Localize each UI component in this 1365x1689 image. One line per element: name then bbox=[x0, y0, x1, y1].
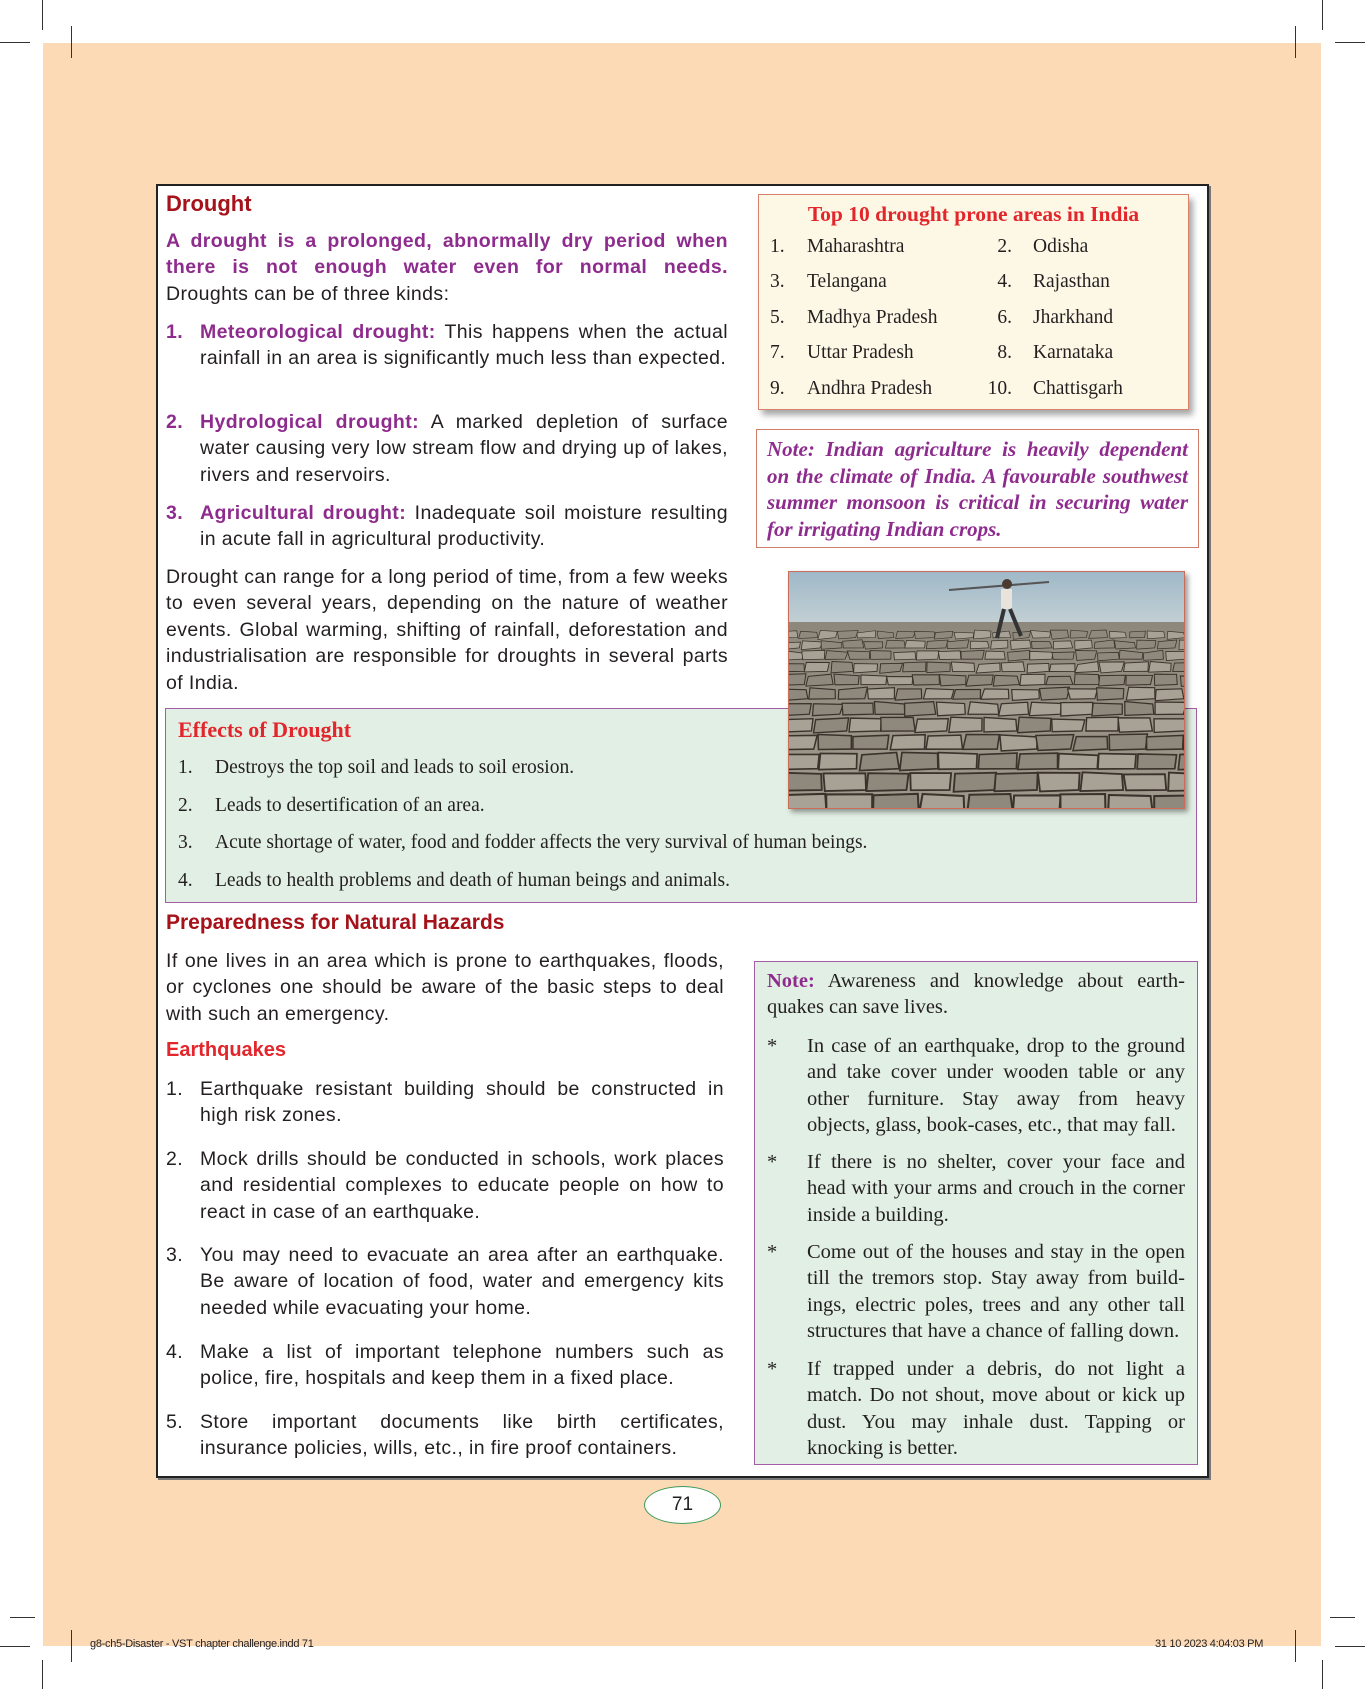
soil-crack bbox=[934, 631, 952, 639]
bullet-asterisk: * bbox=[767, 1241, 778, 1263]
soil-crack bbox=[978, 753, 1017, 769]
item-term: Hydrological drought: bbox=[200, 411, 419, 433]
soil-crack bbox=[953, 689, 981, 699]
area-number: 7. bbox=[770, 342, 785, 364]
soil-crack bbox=[1089, 630, 1108, 638]
area-number: 4. bbox=[997, 271, 1012, 293]
item-number: 2. bbox=[178, 794, 193, 816]
soil-crack bbox=[968, 702, 999, 714]
item-number: 3. bbox=[178, 832, 193, 854]
table-row bbox=[759, 265, 1188, 301]
item-number: 1. bbox=[166, 1078, 184, 1100]
soil-crack bbox=[1137, 754, 1176, 769]
soil-crack bbox=[831, 661, 853, 672]
preparedness-heading: Preparedness for Natural Hazards bbox=[166, 911, 505, 934]
soil-crack bbox=[1000, 735, 1038, 751]
note-bullet-item bbox=[767, 1356, 1185, 1462]
soil-crack bbox=[880, 663, 903, 673]
item-text: Acute shortage of water, food and fodder affects the very survival of human beings. bbox=[215, 832, 868, 854]
soil-crack bbox=[1092, 703, 1122, 716]
bullet-text: If trapped under a debris, do not light a match. Do not shout, move about or kick up dust. You may inhale dust. Tapping or knocking is better. bbox=[807, 1358, 1185, 1460]
item-number: 4. bbox=[178, 870, 193, 892]
soil-crack bbox=[819, 753, 857, 769]
soil-crack bbox=[1010, 640, 1031, 649]
soil-crack bbox=[1061, 702, 1093, 716]
item-text: Store important documents like birth certificates, insurance policies, wills, etc., in fire proof containers. bbox=[200, 1411, 724, 1460]
list-item bbox=[166, 1409, 724, 1462]
soil-crack bbox=[873, 794, 919, 809]
soil-crack bbox=[789, 719, 813, 732]
soil-crack bbox=[939, 675, 966, 686]
bullet-asterisk: * bbox=[767, 1151, 778, 1173]
soil-crack bbox=[961, 650, 984, 659]
crop-mark bbox=[42, 1660, 43, 1689]
soil-crack bbox=[938, 753, 977, 770]
soil-crack bbox=[1137, 640, 1156, 649]
list-item bbox=[166, 1076, 724, 1129]
soil-crack bbox=[1008, 650, 1030, 661]
list-item bbox=[166, 1146, 724, 1225]
soil-crack bbox=[1058, 754, 1098, 769]
soil-crack bbox=[894, 652, 916, 660]
page-number: 71 bbox=[644, 1486, 721, 1524]
soil-crack bbox=[885, 640, 905, 648]
bullet-asterisk: * bbox=[767, 1035, 778, 1057]
soil-crack bbox=[1110, 631, 1127, 638]
table-title: Top 10 drought prone areas in India bbox=[807, 202, 1140, 226]
soil-crack bbox=[802, 650, 825, 659]
soil-crack bbox=[849, 718, 881, 732]
item-number: 2. bbox=[166, 411, 184, 433]
crop-mark bbox=[1335, 1646, 1365, 1647]
preparedness-intro: If one lives in an area which is prone to earthquakes, floods, or cyclones one should be aware of the basic steps to deal with such an emergency. bbox=[166, 950, 724, 1025]
soil-crack bbox=[1098, 652, 1120, 661]
soil-crack bbox=[963, 735, 999, 750]
soil-crack bbox=[809, 688, 835, 699]
effect-item bbox=[178, 830, 1178, 868]
soil-crack bbox=[1108, 795, 1153, 809]
soil-crack bbox=[789, 689, 808, 700]
area-number: 5. bbox=[770, 306, 785, 328]
soil-crack bbox=[1099, 662, 1124, 673]
soil-crack bbox=[1030, 651, 1053, 660]
soil-crack bbox=[1154, 719, 1185, 733]
soil-crack bbox=[1052, 652, 1074, 659]
soil-crack bbox=[1167, 631, 1185, 639]
drought-intro bbox=[166, 228, 728, 307]
soil-crack bbox=[1086, 717, 1119, 731]
soil-crack bbox=[789, 631, 798, 638]
area-name: Rajasthan bbox=[1033, 271, 1110, 293]
bullet-text: Come out of the houses and stay in the open till the tremors stop. Stay away from build-ings, electric poles, trees and any other tall structures that have a chance of falling down. bbox=[807, 1241, 1185, 1343]
soil-crack bbox=[1030, 630, 1050, 638]
note-label: Note: bbox=[767, 970, 815, 992]
soil-crack bbox=[981, 689, 1009, 699]
soil-crack bbox=[912, 675, 939, 685]
area-name: Jharkhand bbox=[1033, 306, 1114, 328]
list-item bbox=[166, 1242, 724, 1321]
soil-crack bbox=[1173, 663, 1185, 672]
drought-kinds-intro: Droughts can be of three kinds: bbox=[166, 282, 450, 305]
crop-mark bbox=[71, 1630, 72, 1662]
soil-crack bbox=[861, 675, 887, 685]
soil-crack bbox=[825, 651, 848, 660]
soil-crack bbox=[1147, 631, 1165, 639]
item-term: Agricultural drought: bbox=[200, 502, 407, 524]
soil-crack bbox=[1046, 676, 1073, 684]
crop-mark bbox=[1295, 1630, 1296, 1662]
crop-mark bbox=[1295, 26, 1296, 58]
soil-crack bbox=[896, 631, 916, 638]
soil-crack bbox=[1018, 717, 1051, 733]
bullet-asterisk: * bbox=[767, 1358, 778, 1380]
soil-crack bbox=[1154, 674, 1177, 685]
soil-crack bbox=[853, 735, 889, 749]
soil-crack bbox=[993, 675, 1019, 686]
soil-crack bbox=[789, 674, 806, 685]
soil-crack bbox=[1049, 664, 1075, 672]
soil-crack bbox=[814, 718, 849, 733]
soil-crack bbox=[1074, 674, 1099, 685]
soil-crack bbox=[976, 663, 1000, 673]
soil-crack bbox=[842, 703, 873, 715]
drought-paragraph: Drought can range for a long period of time, from a few weeks to even several years, depending on the nature of weather events. Global warming, shifting of rainfall, deforestation and industrialisation are responsible for droughts in several parts of India. bbox=[166, 566, 728, 694]
item-text: Leads to desertification of an area. bbox=[215, 794, 485, 816]
soil-crack bbox=[1147, 735, 1184, 749]
soil-crack bbox=[967, 794, 1013, 809]
soil-crack bbox=[789, 664, 804, 672]
soil-crack bbox=[1040, 687, 1070, 700]
area-number: 1. bbox=[770, 235, 785, 257]
area-number: 2. bbox=[997, 235, 1012, 257]
area-name: Odisha bbox=[1033, 235, 1089, 257]
soil-crack bbox=[1080, 772, 1123, 791]
soil-crack bbox=[1073, 737, 1108, 751]
soil-crack bbox=[801, 641, 822, 650]
soil-crack bbox=[1075, 640, 1093, 649]
crop-mark bbox=[1322, 0, 1323, 30]
soil-crack bbox=[927, 662, 950, 673]
soil-crack bbox=[915, 719, 948, 733]
soil-crack bbox=[864, 642, 883, 649]
soil-crack bbox=[954, 632, 974, 639]
soil-crack bbox=[1124, 662, 1149, 672]
drought-areas-table bbox=[758, 194, 1189, 410]
soil-crack bbox=[837, 631, 858, 639]
soil-crack bbox=[1179, 640, 1185, 650]
item-term: Meteorological drought: bbox=[200, 321, 436, 343]
soil-crack bbox=[834, 674, 859, 685]
soil-crack bbox=[804, 662, 829, 672]
soil-crack bbox=[1178, 753, 1185, 770]
soil-crack bbox=[843, 640, 864, 648]
crop-mark bbox=[1335, 42, 1365, 43]
soil-crack bbox=[1031, 641, 1052, 648]
soil-crack bbox=[806, 674, 833, 686]
item-text: You may need to evacuate an area after an earthquake. Be aware of location of food, water and emergency kits needed while evacuating your home. bbox=[200, 1244, 724, 1319]
soil-crack bbox=[895, 689, 921, 700]
area-number: 3. bbox=[770, 271, 785, 293]
soil-crack bbox=[1036, 735, 1074, 751]
soil-crack bbox=[789, 704, 811, 716]
soil-crack bbox=[1027, 663, 1049, 673]
soil-crack bbox=[870, 651, 891, 660]
soil-crack bbox=[916, 651, 939, 660]
table-row bbox=[759, 300, 1188, 336]
soil-crack bbox=[1130, 631, 1146, 638]
crop-mark bbox=[10, 1617, 35, 1618]
soil-crack bbox=[789, 773, 822, 791]
area-number: 10. bbox=[987, 377, 1012, 399]
soil-crack bbox=[905, 702, 936, 716]
list-item bbox=[166, 500, 728, 553]
soil-crack bbox=[866, 773, 908, 791]
table-row bbox=[759, 229, 1188, 265]
area-name: Madhya Pradesh bbox=[807, 306, 938, 328]
soil-crack bbox=[789, 794, 827, 809]
soil-crack bbox=[789, 754, 819, 769]
soil-crack bbox=[1126, 687, 1155, 700]
drought-heading: Drought bbox=[166, 191, 252, 216]
soil-crack bbox=[890, 735, 925, 750]
soil-crack bbox=[1154, 795, 1185, 809]
soil-crack bbox=[818, 734, 851, 749]
soil-crack bbox=[900, 752, 938, 770]
area-name: Andhra Pradesh bbox=[807, 377, 933, 399]
soil-crack bbox=[938, 651, 961, 660]
soil-crack bbox=[1099, 675, 1126, 686]
item-text: Inadequate soil moisture resulting in acute fall in agricultural productivity. bbox=[200, 502, 728, 551]
soil-crack bbox=[915, 631, 935, 638]
soil-crack bbox=[1125, 702, 1154, 716]
area-name: Chattisgarh bbox=[1033, 377, 1123, 399]
item-number: 2. bbox=[166, 1148, 184, 1170]
item-number: 1. bbox=[178, 757, 193, 778]
area-name: Maharashtra bbox=[807, 235, 905, 257]
soil-crack bbox=[821, 641, 842, 650]
soil-crack bbox=[1149, 661, 1171, 672]
item-text: Leads to health problems and death of human beings and animals. bbox=[215, 870, 730, 892]
soil-crack bbox=[905, 640, 925, 648]
note-bullet-item bbox=[767, 1239, 1185, 1345]
soil-crack bbox=[984, 717, 1017, 731]
soil-crack bbox=[1018, 753, 1058, 769]
soil-crack bbox=[1013, 795, 1061, 809]
agriculture-note: Note: Indian agriculture is heavily dependent on the climate of India. A favourable southwest summer monsoon is critical in securing water for irrigating Indian crops. bbox=[756, 429, 1199, 548]
soil-crack bbox=[1155, 702, 1185, 714]
soil-crack bbox=[994, 773, 1037, 791]
soil-crack bbox=[991, 640, 1008, 649]
area-number: 6. bbox=[997, 306, 1012, 328]
soil-crack bbox=[823, 773, 866, 791]
soil-crack bbox=[926, 735, 963, 749]
soil-crack bbox=[838, 687, 867, 699]
soil-crack bbox=[1012, 690, 1039, 701]
soil-crack bbox=[1126, 675, 1153, 685]
soil-crack bbox=[1118, 718, 1152, 732]
soil-crack bbox=[1124, 774, 1167, 790]
item-text: Make a list of important telephone numbers such as police, fire, hospitals and keep them in a fixed place. bbox=[200, 1341, 724, 1390]
soil-crack bbox=[919, 794, 964, 809]
area-number: 9. bbox=[770, 377, 785, 399]
soil-crack bbox=[1157, 640, 1176, 649]
soil-crack bbox=[936, 702, 965, 716]
soil-crack bbox=[910, 773, 951, 790]
area-number: 8. bbox=[997, 342, 1012, 364]
soil-crack bbox=[1050, 630, 1068, 639]
soil-crack bbox=[1068, 689, 1098, 699]
soil-crack bbox=[903, 662, 926, 672]
soil-crack bbox=[949, 717, 982, 732]
soil-crack bbox=[1038, 773, 1080, 792]
soil-crack bbox=[1020, 674, 1045, 685]
item-number: 1. bbox=[166, 321, 184, 343]
soil-crack bbox=[859, 752, 899, 770]
crop-mark bbox=[0, 42, 30, 43]
item-text: Earthquake resistant building should be constructed in high risk zones. bbox=[200, 1078, 724, 1127]
soil-crack bbox=[1075, 650, 1096, 660]
area-name: Uttar Pradesh bbox=[807, 342, 914, 364]
soil-crack bbox=[1098, 754, 1136, 769]
note-bullet-item bbox=[767, 1149, 1185, 1228]
bullet-text: In case of an earthquake, drop to the ground and take cover under wooden table or any other furniture. Stay away from heavy objects, glass, book-cases, etc., that may fall. bbox=[807, 1035, 1185, 1137]
soil-crack bbox=[854, 664, 878, 673]
drought-photo bbox=[788, 571, 1185, 809]
soil-crack bbox=[926, 640, 948, 649]
bullet-text: If there is no shelter, cover your face and head with your arms and crouch in the corner inside a building. bbox=[807, 1151, 1185, 1226]
drought-definition: A drought is a prolonged, abnormally dry period when there is not enough water even for normal needs. bbox=[166, 230, 728, 279]
item-number: 4. bbox=[166, 1341, 184, 1363]
earthquakes-subheading: Earthquakes bbox=[166, 1039, 287, 1061]
crop-mark bbox=[71, 26, 72, 58]
soil-crack bbox=[1029, 702, 1061, 716]
note-bullet-item bbox=[767, 1033, 1185, 1139]
soil-crack bbox=[966, 675, 993, 686]
soil-crack bbox=[999, 702, 1029, 716]
footer-timestamp: 31 10 2023 4:04:03 PM bbox=[1155, 1638, 1264, 1650]
effect-item bbox=[178, 868, 1178, 906]
item-text: A marked depletion of surface water causing very low stream flow and drying up of lakes, rivers and reservoirs. bbox=[200, 411, 729, 486]
soil-crack bbox=[847, 651, 869, 659]
soil-crack bbox=[1054, 641, 1073, 649]
soil-crack bbox=[1001, 662, 1024, 672]
soil-crack bbox=[1109, 734, 1147, 750]
soil-crack bbox=[867, 688, 894, 699]
area-name: Karnataka bbox=[1033, 342, 1114, 364]
crop-mark bbox=[0, 1646, 30, 1647]
soil-crack bbox=[1180, 676, 1185, 686]
list-item bbox=[166, 319, 728, 372]
soil-crack bbox=[970, 641, 989, 649]
soil-crack bbox=[1060, 794, 1105, 809]
item-text: Destroys the top soil and leads to soil erosion. bbox=[215, 757, 575, 778]
soil-crack bbox=[887, 677, 913, 685]
soil-crack bbox=[1052, 719, 1085, 732]
crop-mark bbox=[1330, 1617, 1355, 1618]
note-text: Awareness and knowledge about earth-quakes can save lives. bbox=[767, 970, 1185, 1019]
soil-crack bbox=[954, 773, 997, 792]
soil-crack bbox=[812, 704, 843, 716]
item-text: This happens when the actual rainfall in an area is significantly much less than expected. bbox=[200, 321, 728, 370]
earthquake-note-box bbox=[754, 961, 1198, 1465]
soil-crack bbox=[1166, 652, 1185, 661]
soil-crack bbox=[923, 689, 953, 699]
soil-crack bbox=[1097, 688, 1124, 700]
soil-crack bbox=[789, 735, 817, 749]
soil-crack bbox=[874, 702, 904, 715]
soil-crack bbox=[826, 794, 872, 809]
soil-crack bbox=[951, 662, 974, 671]
list-item bbox=[166, 409, 728, 488]
effects-heading: Effects of Drought bbox=[178, 717, 352, 742]
soil-crack bbox=[1070, 630, 1087, 638]
soil-crack bbox=[985, 651, 1005, 659]
soil-crack bbox=[974, 630, 991, 639]
soil-crack bbox=[1155, 689, 1184, 701]
list-item bbox=[166, 1339, 724, 1392]
soil-crack bbox=[799, 631, 818, 638]
item-text: Mock drills should be conducted in schools, work places and residential complexes to educate people on how to react in case of an earthquake. bbox=[200, 1148, 724, 1223]
table-row bbox=[759, 371, 1188, 407]
soil-crack bbox=[1184, 735, 1185, 750]
soil-crack bbox=[1168, 773, 1185, 791]
item-number: 3. bbox=[166, 502, 184, 524]
table-row bbox=[759, 336, 1188, 372]
footer-filename: g8-ch5-Disaster - VST chapter challenge.indd 71 bbox=[90, 1638, 314, 1650]
crop-mark bbox=[1322, 1660, 1323, 1689]
area-name: Telangana bbox=[807, 271, 887, 293]
item-number: 5. bbox=[166, 1411, 184, 1433]
crop-mark bbox=[42, 0, 43, 30]
item-number: 3. bbox=[166, 1244, 184, 1266]
soil-crack bbox=[881, 717, 915, 731]
